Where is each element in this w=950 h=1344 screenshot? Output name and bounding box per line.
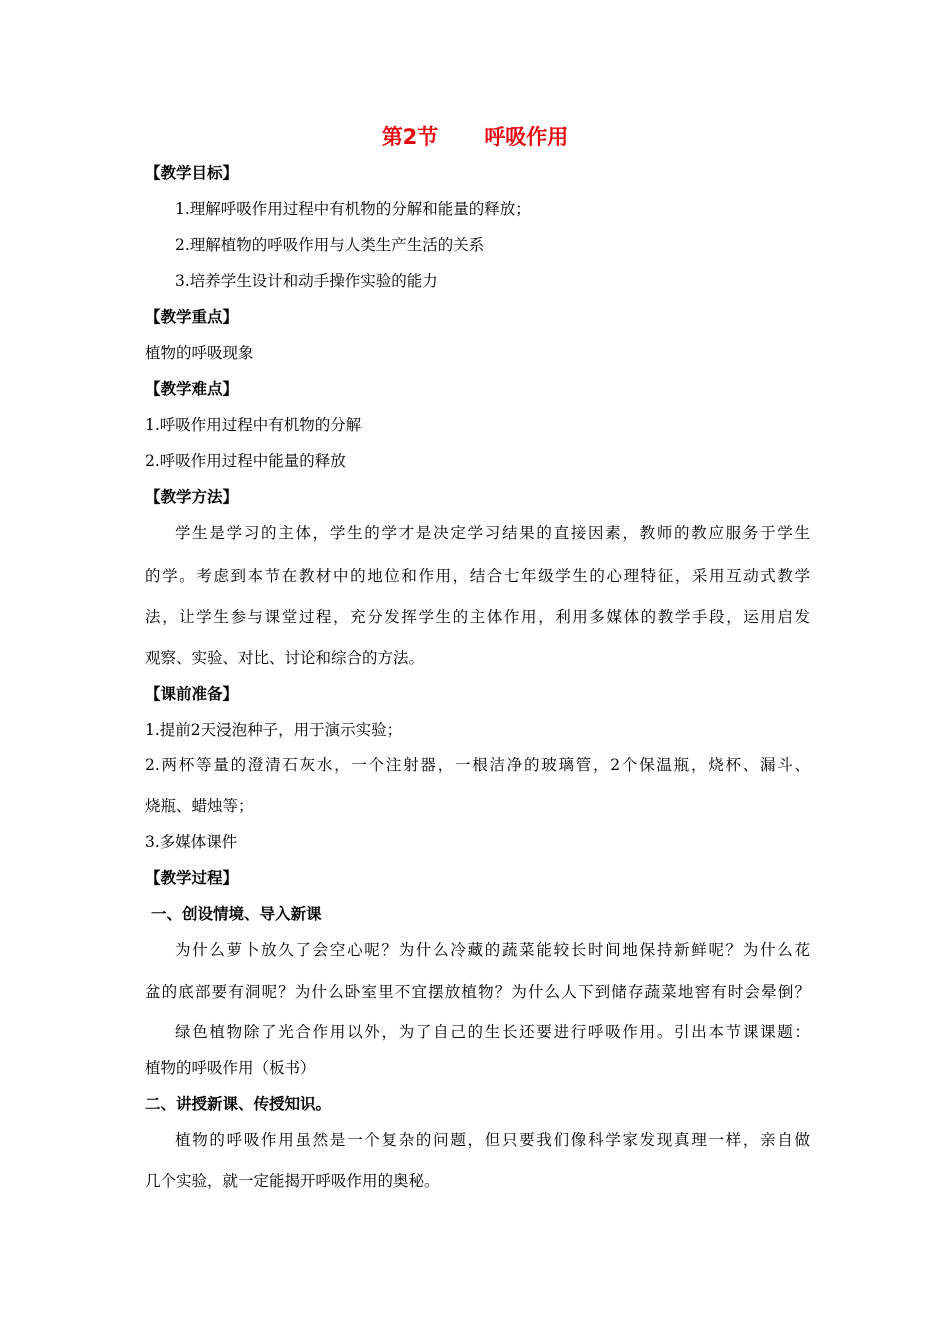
part1-paragraph-line: 为什么萝卜放久了会空心呢？为什么冷藏的蔬菜能较长时间地保持新鲜呢？为什么花 <box>175 941 810 959</box>
difficulty-item: 2.呼吸作用过程中能量的释放 <box>145 452 346 470</box>
goal-item: 1.理解呼吸作用过程中有机物的分解和能量的释放； <box>175 200 531 218</box>
difficulty-item: 1.呼吸作用过程中有机物的分解 <box>145 416 362 434</box>
preparation-item: 2.两杯等量的澄清石灰水，一个注射器，一根洁净的玻璃管，2个保温瓶，烧杯、漏斗、 <box>145 756 810 774</box>
part1-paragraph-line: 绿色植物除了光合作用以外，为了自己的生长还要进行呼吸作用。引出本节课课题： <box>175 1023 810 1041</box>
preparation-item: 烧瓶、蜡烛等； <box>145 797 254 815</box>
part2-paragraph-line: 植物的呼吸作用虽然是一个复杂的问题，但只要我们像科学家发现真理一样，亲自做 <box>175 1131 810 1149</box>
method-paragraph-line: 法，让学生参与课堂过程，充分发挥学生的主体作用，利用多媒体的教学手段，运用启发 <box>145 608 810 626</box>
title-section-number: 第2节 <box>381 125 439 149</box>
method-paragraph-line: 观察、实验、对比、讨论和综合的方法。 <box>145 649 425 667</box>
goals-heading: 【教学目标】 <box>145 163 239 182</box>
key-point-heading: 【教学重点】 <box>145 307 239 326</box>
part1-heading: 一、创设情境、导入新课 <box>151 904 322 923</box>
goal-item: 3.培养学生设计和动手操作实验的能力 <box>175 272 438 290</box>
part2-paragraph-line: 几个实验，就一定能揭开呼吸作用的奥秘。 <box>145 1172 440 1190</box>
difficulty-heading: 【教学难点】 <box>145 379 239 398</box>
process-heading: 【教学过程】 <box>145 868 239 887</box>
page-title <box>0 124 950 150</box>
method-heading: 【教学方法】 <box>145 487 239 506</box>
method-paragraph-line: 学生是学习的主体，学生的学才是决定学习结果的直接因素，教师的教应服务于学生 <box>175 524 810 542</box>
key-point-text: 植物的呼吸现象 <box>145 344 254 362</box>
preparation-item: 3.多媒体课件 <box>145 833 238 851</box>
preparation-item: 1.提前2天浸泡种子，用于演示实验； <box>145 721 403 739</box>
preparation-heading: 【课前准备】 <box>145 684 239 703</box>
part1-paragraph-line: 植物的呼吸作用（板书） <box>145 1059 316 1077</box>
method-paragraph-line: 的学。考虑到本节在教材中的地位和作用，结合七年级学生的心理特征，采用互动式教学 <box>145 567 810 585</box>
goal-item: 2.理解植物的呼吸作用与人类生产生活的关系 <box>175 236 485 254</box>
part1-paragraph-line: 盆的底部要有洞呢？为什么卧室里不宜摆放植物？为什么人下到储存蔬菜地窖有时会晕倒？ <box>145 983 810 1001</box>
title-topic: 呼吸作用 <box>484 125 569 149</box>
part2-heading: 二、讲授新课、传授知识。 <box>145 1094 332 1113</box>
